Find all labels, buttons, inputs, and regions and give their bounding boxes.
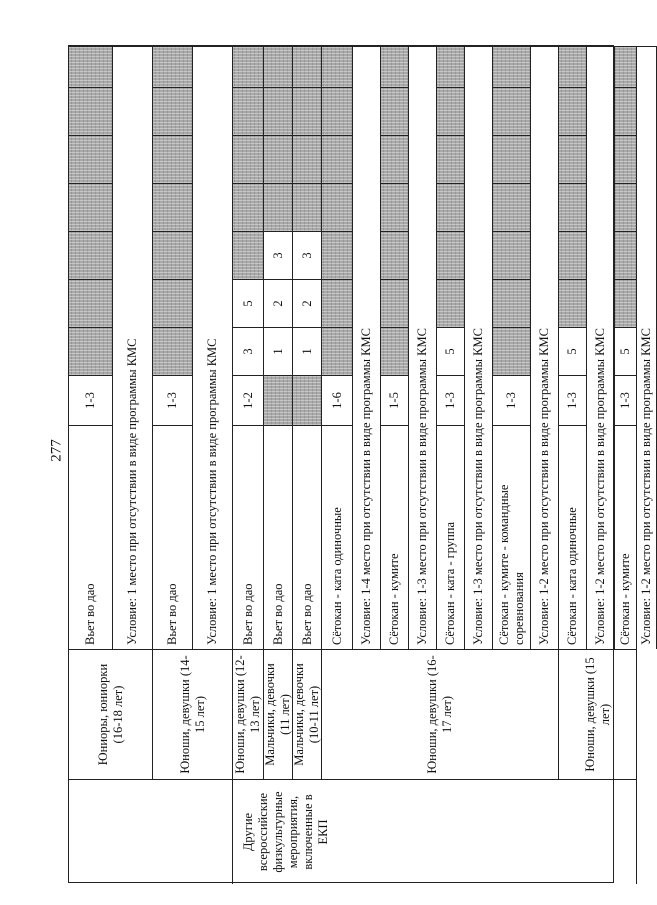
shaded-cell (69, 279, 113, 327)
shaded-cell (233, 46, 264, 87)
shaded-cell (322, 183, 353, 231)
value-cell: 1 (293, 327, 322, 375)
shaded-cell (233, 87, 264, 135)
discipline-cell: Сётокан - кумите (381, 425, 409, 649)
place-cell: 1-5 (381, 375, 409, 425)
shaded-cell (153, 279, 193, 327)
shaded-cell (264, 135, 293, 183)
shaded-cell (493, 46, 531, 87)
discipline-cell: Сётокан - кумите - командные соревнования (493, 425, 531, 649)
shaded-cell (381, 87, 409, 135)
discipline-cell: Вьет во дао (233, 425, 264, 649)
shaded-cell (322, 279, 353, 327)
shaded-cell (233, 183, 264, 231)
shaded-cell (69, 327, 113, 375)
shaded-cell (615, 135, 637, 183)
shaded-cell (493, 327, 531, 375)
value-cell: 3 (293, 231, 322, 279)
group-youth-15: Юноши, девушки (15 лет) (559, 649, 637, 779)
value-cell: 3 (233, 327, 264, 375)
value-cell: 2 (264, 279, 293, 327)
shaded-cell (153, 327, 193, 375)
condition-cell: Условие: 1-3 место при отсутствии в виде программы КМС (409, 46, 437, 649)
condition-cell: Условие: 1-3 место при отсутствии в виде программы КМС (465, 46, 493, 649)
shaded-cell (437, 279, 465, 327)
value-cell: 1 (264, 327, 293, 375)
shaded-cell (153, 231, 193, 279)
group-juniors-16-18: Юниоры, юниорки (16-18 лет) (69, 649, 153, 779)
shaded-cell (322, 231, 353, 279)
condition-cell: Условие: 1-2 место при отсутствии в виде программы КМС (637, 46, 657, 649)
discipline-cell: Вьет во дао (264, 425, 293, 649)
shaded-cell (322, 87, 353, 135)
shaded-cell (153, 87, 193, 135)
shaded-cell (437, 135, 465, 183)
section-cell-empty (69, 779, 233, 884)
discipline-cell: Вьет во дао (153, 425, 193, 649)
shaded-cell (381, 327, 409, 375)
value-cell: 5 (559, 327, 587, 375)
shaded-cell (559, 279, 587, 327)
section-other-events: Другие всероссийские физкультурные мероприятия, включенные в ЕКП (233, 779, 637, 884)
condition-cell: Условие: 1 место при отсутствии в виде программы КМС (113, 46, 153, 649)
shaded-cell (322, 46, 353, 87)
group-youth-16-17: Юноши, девушки (16-17 лет) (322, 649, 559, 779)
shaded-cell (322, 135, 353, 183)
shaded-cell (615, 46, 637, 87)
shaded-cell (381, 135, 409, 183)
page-number: 277 (48, 439, 65, 462)
place-cell: 1-2 (233, 375, 264, 425)
table-sheet (68, 45, 653, 883)
value-cell: 5 (615, 327, 637, 375)
discipline-cell: Вьет во дао (293, 425, 322, 649)
shaded-cell (233, 231, 264, 279)
shaded-cell (293, 183, 322, 231)
shaded-cell (69, 87, 113, 135)
shaded-cell (69, 46, 113, 87)
shaded-cell (437, 87, 465, 135)
place-cell: 1-3 (559, 375, 587, 425)
shaded-cell (493, 231, 531, 279)
shaded-cell (381, 46, 409, 87)
place-cell: 1-3 (69, 375, 113, 425)
value-cell: 5 (233, 279, 264, 327)
shaded-cell (493, 183, 531, 231)
shaded-cell (293, 375, 322, 425)
shaded-cell (559, 87, 587, 135)
shaded-cell (615, 87, 637, 135)
shaded-cell (233, 135, 264, 183)
shaded-cell (381, 279, 409, 327)
shaded-cell (437, 183, 465, 231)
shaded-cell (437, 46, 465, 87)
shaded-cell (559, 183, 587, 231)
shaded-cell (493, 87, 531, 135)
place-cell: 1-6 (322, 375, 353, 425)
shaded-cell (437, 231, 465, 279)
shaded-cell (153, 46, 193, 87)
group-youth-14-15: Юноши, девушки (14-15 лет) (153, 649, 233, 779)
shaded-cell (615, 231, 637, 279)
condition-cell: Условие: 1-2 место при отсутствии в виде программы КМС (587, 46, 615, 649)
shaded-cell (493, 135, 531, 183)
condition-cell: Условие: 1-2 место при отсутствии в виде программы КМС (531, 46, 559, 649)
place-cell: 1-3 (615, 375, 637, 425)
shaded-cell (559, 46, 587, 87)
condition-cell: Условие: 1 место при отсутствии в виде программы КМС (193, 46, 233, 649)
shaded-cell (293, 87, 322, 135)
value-cell: 5 (437, 327, 465, 375)
shaded-cell (615, 183, 637, 231)
place-cell: 1-3 (493, 375, 531, 425)
shaded-cell (615, 279, 637, 327)
shaded-cell (322, 327, 353, 375)
shaded-cell (69, 183, 113, 231)
discipline-cell: Сётокан - ката одиночные (559, 425, 587, 649)
shaded-cell (293, 135, 322, 183)
place-cell: 1-3 (153, 375, 193, 425)
shaded-cell (69, 231, 113, 279)
shaded-cell (69, 135, 113, 183)
value-cell: 2 (293, 279, 322, 327)
shaded-cell (153, 135, 193, 183)
shaded-cell (493, 279, 531, 327)
condition-cell: Условие: 1-4 место при отсутствии в виде программы КМС (353, 46, 381, 649)
group-youth-12-13: Юноши, девушки (12-13 лет) (233, 649, 264, 779)
shaded-cell (264, 375, 293, 425)
shaded-cell (559, 231, 587, 279)
shaded-cell (293, 46, 322, 87)
group-children-11: Мальчики, девочки (11 лет) (264, 649, 293, 779)
discipline-cell: Сётокан - ката - группа (437, 425, 465, 649)
shaded-cell (264, 183, 293, 231)
shaded-cell (264, 46, 293, 87)
shaded-cell (381, 231, 409, 279)
group-children-10-11: Мальчики, девочки (10-11 лет) (293, 649, 322, 779)
value-cell: 3 (264, 231, 293, 279)
rotated-table (69, 46, 653, 884)
discipline-cell: Вьет во дао (69, 425, 113, 649)
place-cell: 1-3 (437, 375, 465, 425)
discipline-cell: Сётокан - ката одиночные (322, 425, 353, 649)
shaded-cell (264, 87, 293, 135)
shaded-cell (559, 135, 587, 183)
shaded-cell (381, 183, 409, 231)
classification-table (69, 46, 653, 884)
shaded-cell (153, 183, 193, 231)
discipline-cell: Сётокан - кумите (615, 425, 637, 649)
